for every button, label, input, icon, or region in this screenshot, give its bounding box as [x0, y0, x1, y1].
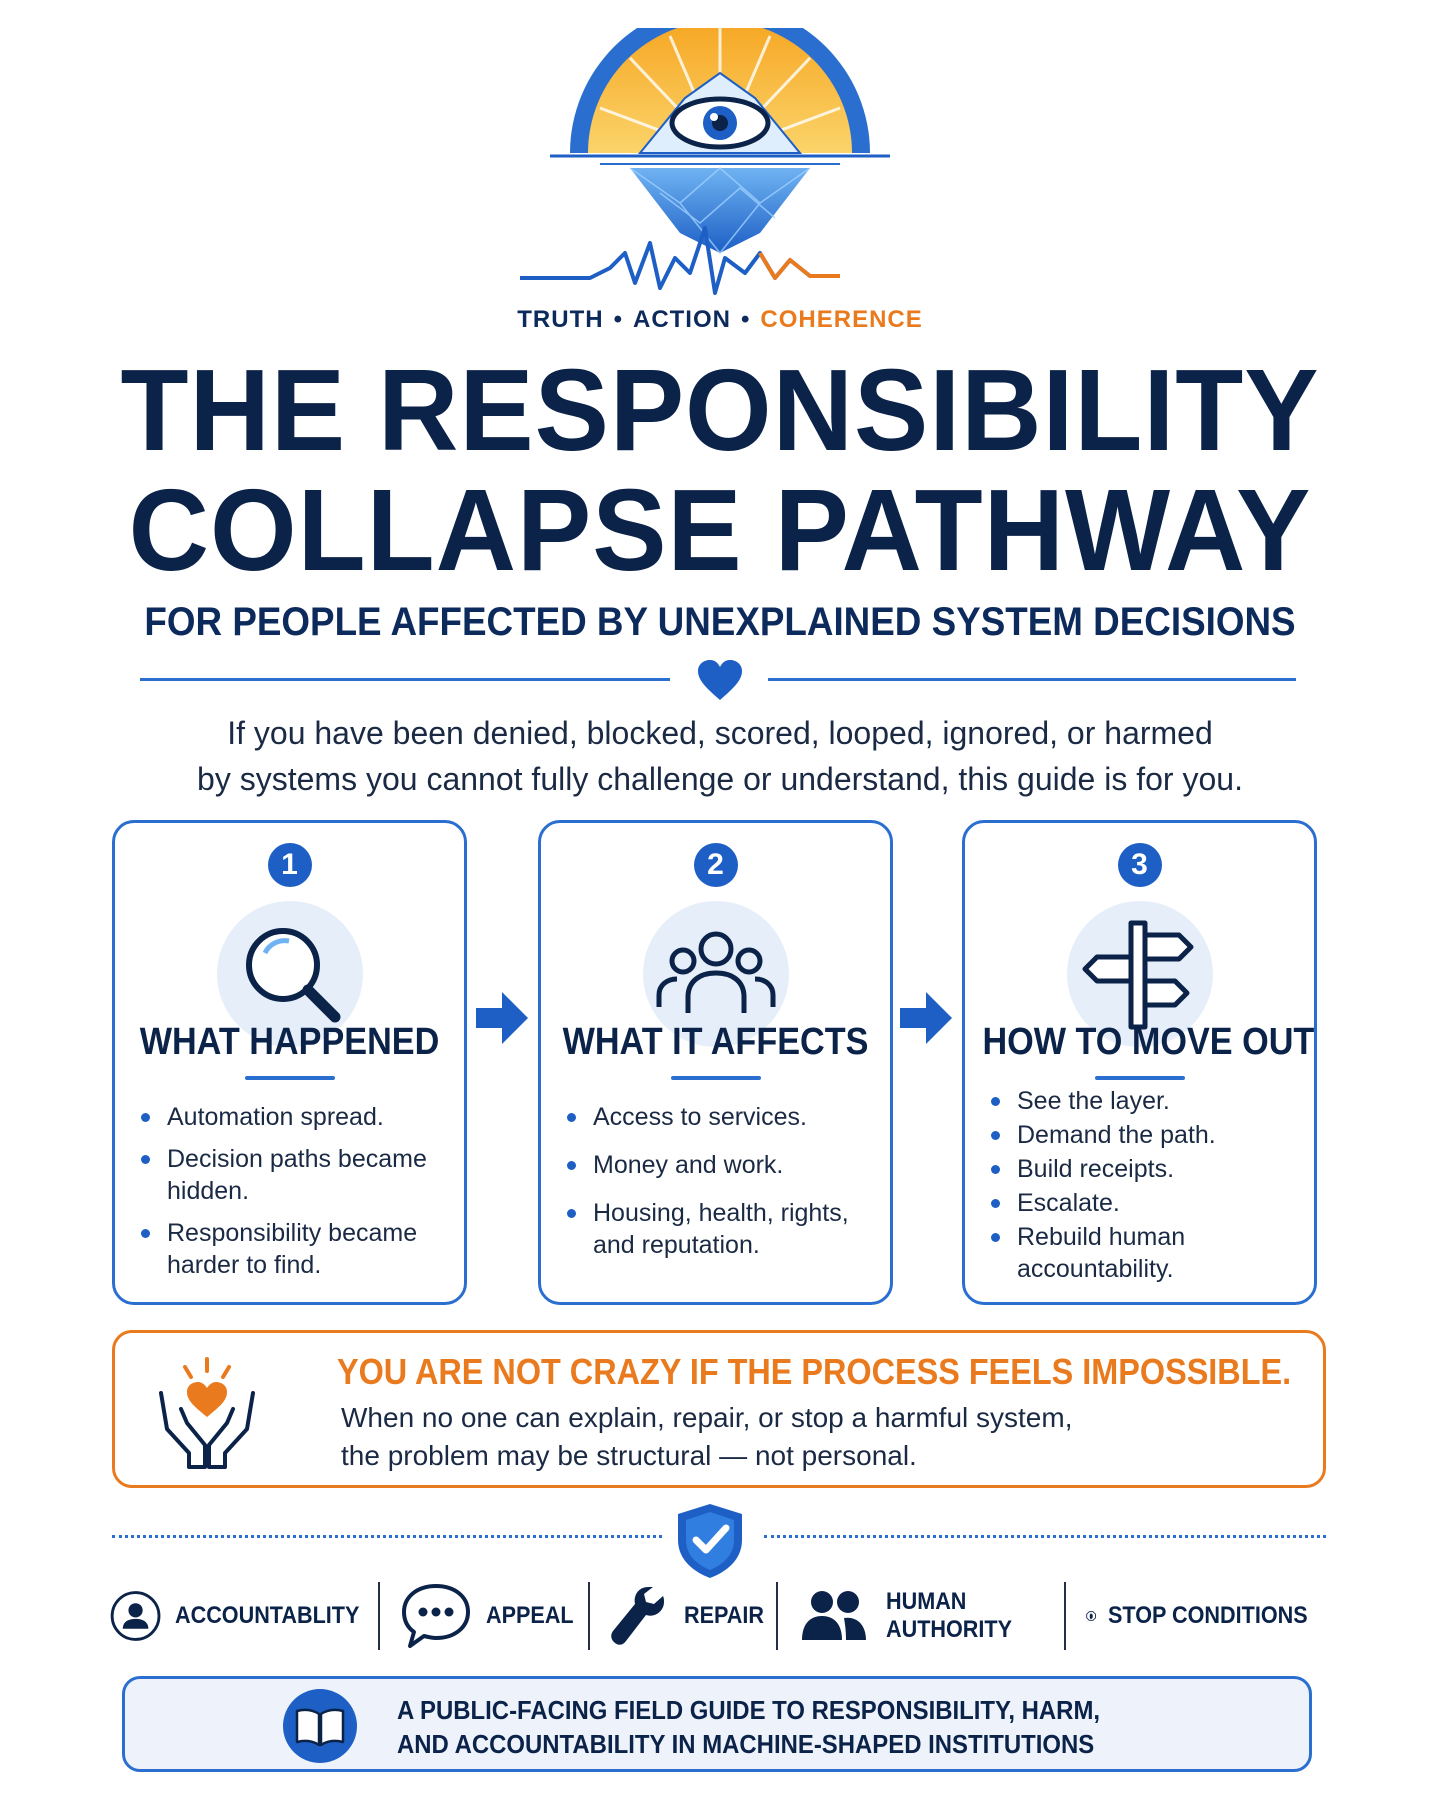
pillar-separator [1064, 1582, 1066, 1650]
step-card-what-it-affects [538, 820, 893, 1305]
list-item: Access to services. [565, 1101, 874, 1133]
tagline-coherence: COHERENCE [760, 306, 923, 333]
tagline-separator: • [613, 306, 623, 333]
page-title-line-2: COLLAPSE PATHWAY [128, 465, 1312, 595]
list-item: Build receipts. [989, 1153, 1298, 1185]
divider-right [768, 678, 1296, 681]
wrench-icon [608, 1583, 668, 1649]
step-list [139, 1101, 448, 1291]
pillars-row [110, 1576, 1330, 1656]
intro-line-2: by systems you cannot fully challenge or understand, this guide is for you. [197, 761, 1243, 797]
step-number: 1 [268, 843, 312, 887]
step-card-what-happened [112, 820, 467, 1305]
shield-check-icon [674, 1502, 746, 1580]
dotted-divider-right [764, 1535, 1326, 1538]
reassurance-notice [112, 1330, 1326, 1488]
step-number: 3 [1118, 843, 1162, 887]
pillar-label [886, 1588, 1012, 1644]
list-item: Automation spread. [139, 1101, 448, 1133]
title-rule [245, 1076, 335, 1080]
pillar-human-authority [800, 1576, 1050, 1656]
pillar-separator [588, 1582, 590, 1650]
pillar-separator [776, 1582, 778, 1650]
chat-bubble-icon [400, 1582, 472, 1650]
arrow-right-icon [900, 990, 952, 1046]
dotted-divider-left [112, 1535, 662, 1538]
pillar-label: ACCOUNTABLITY [175, 1602, 360, 1629]
notice-body-line-1: When no one can explain, repair, or stop a harmful system, [341, 1402, 1073, 1433]
title-rule [671, 1076, 761, 1080]
step-card-how-to-move-out [962, 820, 1317, 1305]
pillar-label-line-1: HUMAN [886, 1588, 967, 1615]
footer-text [397, 1693, 1100, 1761]
divider-left [140, 678, 670, 681]
step-number: 2 [694, 843, 738, 887]
list-item: Decision paths became hidden. [139, 1143, 448, 1207]
brand-tagline [0, 306, 1440, 334]
page-subtitle: FOR PEOPLE AFFECTED BY UNEXPLAINED SYSTEM DECISIONS [144, 600, 1296, 644]
pillar-label-line-2: AUTHORITY [886, 1616, 1012, 1643]
intro-line-1: If you have been denied, blocked, scored, looped, ignored, or harmed [227, 715, 1213, 751]
list-item: Demand the path. [989, 1119, 1298, 1151]
notice-body-line-2: the problem may be structural — not personal. [341, 1440, 917, 1471]
list-item: Rebuild human accountability. [989, 1221, 1298, 1285]
footer-banner [122, 1676, 1312, 1772]
list-item: See the layer. [989, 1085, 1298, 1117]
pillar-label: REPAIR [684, 1602, 765, 1629]
step-list [989, 1085, 1298, 1287]
page-title [29, 345, 1411, 595]
stop-hand-icon [1086, 1581, 1096, 1651]
tagline-separator: • [740, 306, 751, 333]
step-list [565, 1101, 874, 1277]
intro-text [0, 710, 1440, 802]
group-icon [800, 1588, 868, 1644]
pillar-separator [378, 1582, 380, 1650]
step-title: WHAT HAPPENED [139, 1021, 440, 1063]
pillar-label: STOP CONDITIONS [1108, 1602, 1308, 1629]
list-item: Housing, health, rights, and reputation. [565, 1197, 874, 1261]
arrow-right-icon [476, 990, 528, 1046]
pillar-stop-conditions [1086, 1576, 1330, 1656]
tagline-truth: TRUTH [517, 306, 604, 333]
heart-icon [696, 658, 744, 702]
pillar-accountability [110, 1576, 380, 1656]
page-title-line-1: THE RESPONSIBILITY [120, 345, 1320, 475]
list-item: Money and work. [565, 1149, 874, 1181]
step-title: WHAT IT AFFECTS [562, 1021, 869, 1063]
tagline-action: ACTION [632, 306, 731, 333]
pillar-repair [608, 1576, 778, 1656]
pillar-label: APPEAL [486, 1602, 574, 1629]
step-title: HOW TO MOVE OUT [982, 1021, 1315, 1063]
list-item: Escalate. [989, 1187, 1298, 1219]
notice-body [341, 1399, 1073, 1475]
list-item: Responsibility became harder to find. [139, 1217, 448, 1281]
hands-heart-icon [147, 1353, 267, 1473]
person-icon [110, 1580, 161, 1652]
notice-heading: YOU ARE NOT CRAZY IF THE PROCESS FEELS IMPOSSIBLE. [337, 1351, 1292, 1392]
footer-line-2: AND ACCOUNTABILITY IN MACHINE-SHAPED INSTITUTIONS [397, 1729, 1095, 1759]
book-icon [283, 1689, 357, 1763]
title-rule [1095, 1076, 1185, 1080]
footer-line-1: A PUBLIC-FACING FIELD GUIDE TO RESPONSIBILITY, HARM, [397, 1695, 1101, 1725]
pillar-appeal [400, 1576, 590, 1656]
brand-logo [510, 28, 930, 298]
